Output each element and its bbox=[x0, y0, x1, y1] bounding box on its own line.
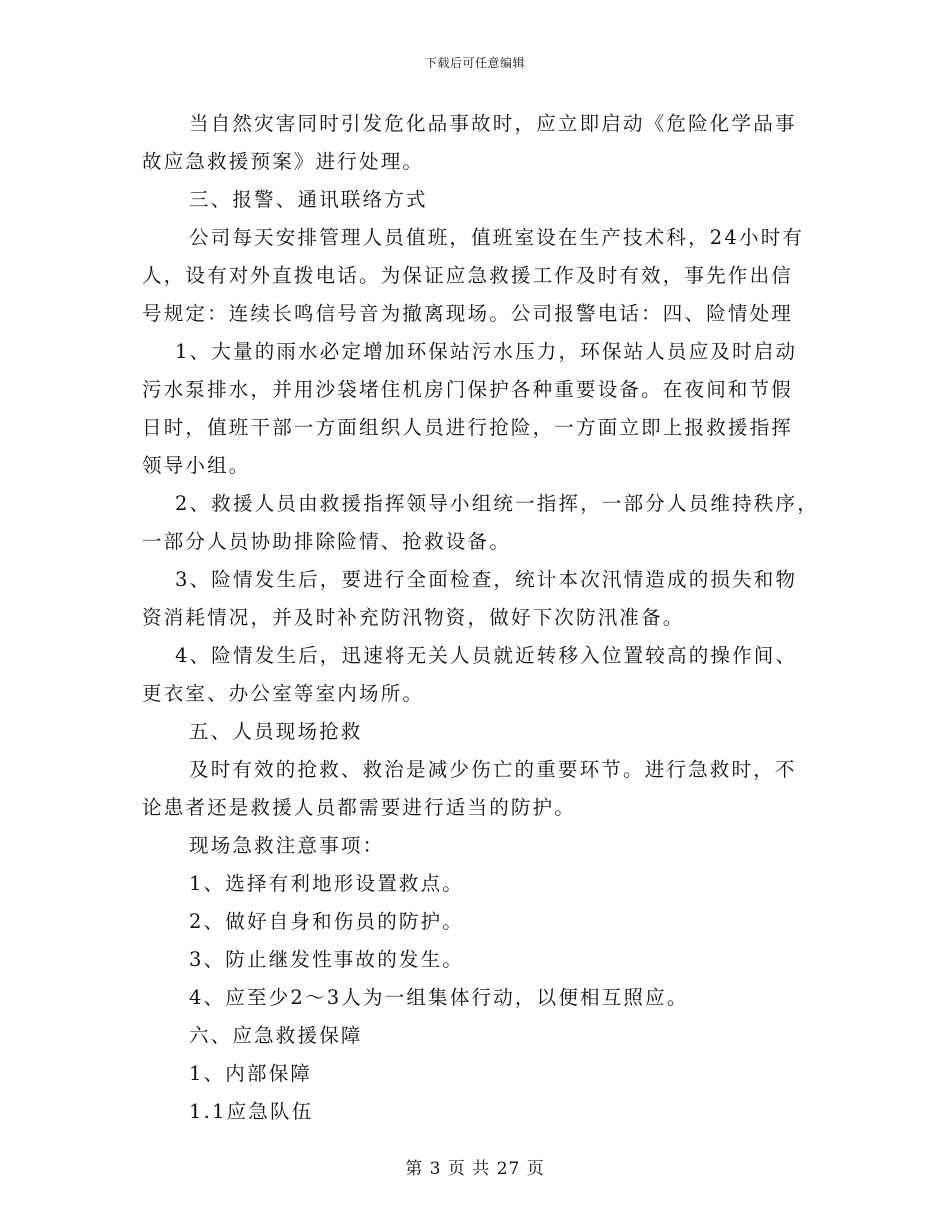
section-heading: 五、人员现场抢救 bbox=[189, 720, 363, 743]
text-line: 2、救援人员由救援指挥领导小组统一指挥，一部分人员维持秩序， bbox=[175, 492, 819, 515]
text-line: 现场急救注意事项： bbox=[189, 834, 385, 857]
subsection-heading: 1、内部保障 bbox=[189, 1062, 313, 1085]
page-header: 下载后可任意编辑 bbox=[424, 56, 525, 70]
text-line: 污水泵排水，并用沙袋堵住机房门保护各种重要设备。在夜间和节假 bbox=[142, 378, 794, 401]
text-line: 1、大量的雨水必定增加环保站污水压力，环保站人员应及时启动 bbox=[175, 340, 798, 363]
subsection-heading: 1.1应急队伍 bbox=[189, 1100, 314, 1123]
list-item: 2、做好自身和伤员的防护。 bbox=[189, 910, 465, 933]
text-line: 4、险情发生后，迅速将无关人员就近转移入位置较高的操作间、 bbox=[175, 644, 798, 667]
text-line: 更衣室、办公室等室内场所。 bbox=[142, 682, 425, 705]
list-item: 4、应至少2～3人为一组集体行动，以便相互照应。 bbox=[189, 986, 689, 1009]
list-item: 1、选择有利地形设置救点。 bbox=[189, 872, 465, 895]
list-item: 3、防止继发性事故的发生。 bbox=[189, 948, 465, 971]
section-heading: 六、应急救援保障 bbox=[189, 1024, 363, 1047]
page-footer: 第 3 页 共 27 页 bbox=[405, 1159, 545, 1179]
text-line: 及时有效的抢救、救治是减少伤亡的重要环节。进行急救时，不 bbox=[189, 758, 797, 781]
text-line: 号规定：连续长鸣信号音为撤离现场。公司报警电话：四、险情处理 bbox=[142, 302, 794, 325]
section-heading: 三、报警、通讯联络方式 bbox=[189, 188, 428, 211]
text-line: 人，设有对外直拨电话。为保证应急救援工作及时有效，事先作出信 bbox=[142, 264, 794, 287]
text-line: 一部分人员协助排除险情、抢救设备。 bbox=[142, 530, 511, 553]
text-line: 公司每天安排管理人员值班，值班室设在生产技术科，24小时有 bbox=[189, 226, 805, 249]
text-line: 3、险情发生后，要进行全面检查，统计本次汛情造成的损失和物 bbox=[175, 568, 798, 591]
text-line: 资消耗情况，并及时补充防汛物资，做好下次防汛准备。 bbox=[142, 606, 685, 629]
text-line: 日时，值班干部一方面组织人员进行抢险，一方面立即上报救援指挥 bbox=[142, 416, 794, 439]
text-line: 论患者还是救援人员都需要进行适当的防护。 bbox=[142, 796, 577, 819]
text-line: 领导小组。 bbox=[142, 454, 251, 477]
text-line: 当自然灾害同时引发危化品事故时，应立即启动《危险化学品事 bbox=[189, 112, 797, 135]
text-line: 故应急救援预案》进行处理。 bbox=[142, 150, 425, 173]
